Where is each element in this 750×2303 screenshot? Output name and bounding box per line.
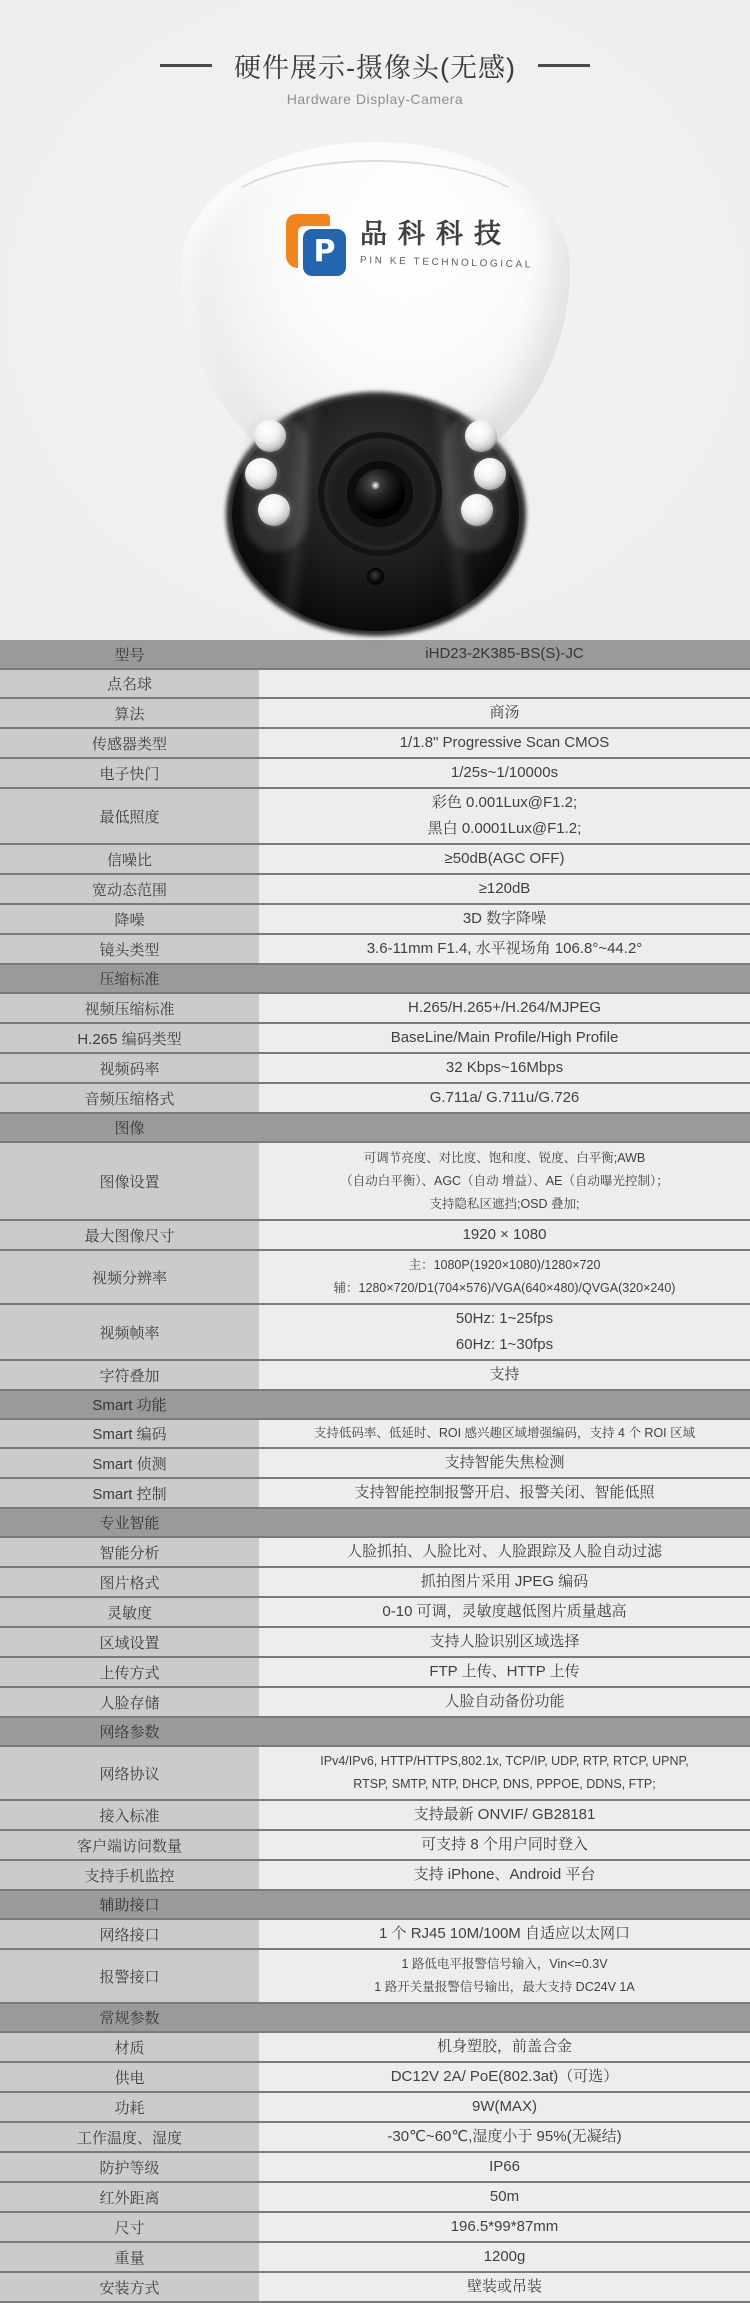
spec-value: 3.6-11mm F1.4, 水平视场角 106.8°~44.2° [259,935,750,963]
spec-label: 智能分析 [0,1538,259,1566]
spec-value: 壁装或吊装 [259,2273,750,2301]
spec-row [0,759,750,789]
spec-row [0,2273,750,2303]
camera-lens [324,438,436,550]
spec-label: 视频压缩标准 [0,994,259,1022]
page-subtitle: Hardware Display-Camera [286,91,464,107]
spec-row [0,789,750,845]
spec-value: H.265/H.265+/H.264/MJPEG [259,994,750,1022]
page-title: 硬件展示-摄像头(无感) [234,53,516,83]
spec-section-row [0,1114,750,1143]
spec-label: 支持手机监控 [0,1861,259,1889]
spec-value: IP66 [259,2153,750,2181]
spec-table [0,640,750,2303]
page-header [0,0,750,85]
spec-section-row [0,2004,750,2033]
camera-lens-dome [232,398,519,631]
spec-value: 支持最新 ONVIF/ GB28181 [259,1801,750,1829]
spec-row [0,1920,750,1950]
spec-row [0,2243,750,2273]
spec-value: 支持人脸识别区域选择 [259,1628,750,1656]
spec-value: 1/1.8" Progressive Scan CMOS [259,729,750,757]
spec-section-row [0,1509,750,1538]
spec-section-title: 网络参数 [0,1718,259,1745]
spec-row [0,935,750,965]
spec-value: 1 路低电平报警信号输入，Vin<=0.3V 1 路开关量报警信号输出，最大支持 DC24V 1A [259,1950,750,2002]
spec-label: 传感器类型 [0,729,259,757]
brand-name-cn: 品科科技 [360,219,512,249]
spec-label: 图像设置 [0,1143,259,1219]
spec-section-title: 常规参数 [0,2004,259,2031]
spec-label: 最低照度 [0,789,259,843]
spec-row [0,2183,750,2213]
spec-label: 字符叠加 [0,1361,259,1389]
spec-value: FTP 上传、HTTP 上传 [259,1658,750,1686]
spec-row [0,1479,750,1509]
spec-label: 信噪比 [0,845,259,873]
spec-value: 支持 [259,1361,750,1389]
spec-value: 商汤 [259,699,750,727]
spec-value: -30℃~60℃,湿度小于 95%(无凝结) [259,2123,750,2151]
spec-section-title: 压缩标准 [0,965,259,992]
spec-label: 视频帧率 [0,1305,259,1359]
spec-row [0,1420,750,1449]
spec-row [0,1143,750,1221]
spec-label: 供电 [0,2063,259,2091]
ir-led-icon [258,494,290,526]
spec-label: Smart 侦测 [0,1449,259,1477]
spec-section-row [0,1891,750,1920]
spec-value: DC12V 2A/ PoE(802.3at)（可选） [259,2063,750,2091]
spec-row [0,699,750,729]
spec-row [0,670,750,699]
spec-value: ≥50dB(AGC OFF) [259,845,750,873]
spec-label: 网络协议 [0,1747,259,1799]
spec-row [0,2123,750,2153]
spec-row [0,845,750,875]
spec-value [259,1891,750,1918]
spec-label: 型号 [0,640,259,668]
spec-value [259,2004,750,2031]
spec-section-title: 图像 [0,1114,259,1141]
spec-row [0,1747,750,1801]
spec-label: Smart 编码 [0,1420,259,1447]
spec-row [0,2153,750,2183]
spec-label: 尺寸 [0,2213,259,2241]
spec-value: 可支持 8 个用户同时登入 [259,1831,750,1859]
spec-label: 电子快门 [0,759,259,787]
spec-value: 1920 × 1080 [259,1221,750,1249]
spec-label: 人脸存储 [0,1688,259,1716]
spec-value: 3D 数字降噪 [259,905,750,933]
spec-value: 人脸抓拍、人脸比对、人脸跟踪及人脸自动过滤 [259,1538,750,1566]
spec-row [0,2093,750,2123]
spec-row [0,1801,750,1831]
screw-icon [367,568,384,585]
spec-row [0,2063,750,2093]
spec-value: 主：1080P(1920×1080)/1280×720 辅：1280×720/D1(704×576)/VGA(640×480)/QVGA(320×240) [259,1251,750,1303]
spec-value: 支持智能失焦检测 [259,1449,750,1477]
spec-row [0,1568,750,1598]
spec-label: 音频压缩格式 [0,1084,259,1112]
spec-row [0,1950,750,2004]
spec-label: 红外距离 [0,2183,259,2211]
spec-value: IPv4/IPv6, HTTP/HTTPS,802.1x, TCP/IP, UDP, RTP, RTCP, UPNP, RTSP, SMTP, NTP, DHCP, DNS, PPPOE, DDNS, FTP; [259,1747,750,1799]
spec-row [0,1688,750,1718]
spec-label: 图片格式 [0,1568,259,1596]
spec-value [259,1509,750,1536]
spec-row [0,1251,750,1305]
spec-label: 接入标准 [0,1801,259,1829]
spec-value: 0-10 可调，灵敏度越低图片质量越高 [259,1598,750,1626]
spec-value: 支持智能控制报警开启、报警关闭、智能低照 [259,1479,750,1507]
spec-label: 网络接口 [0,1920,259,1948]
spec-value: 50Hz: 1~25fps 60Hz: 1~30fps [259,1305,750,1359]
spec-label: 算法 [0,699,259,727]
spec-row [0,1305,750,1361]
spec-section-row [0,1391,750,1420]
spec-row [0,2033,750,2063]
spec-value: 支持低码率、低延时、ROI 感兴趣区域增强编码，支持 4 个 ROI 区域 [259,1420,750,1447]
spec-value: 人脸自动备份功能 [259,1688,750,1716]
spec-row [0,1449,750,1479]
spec-value: G.711a/ G.711u/G.726 [259,1084,750,1112]
spec-label: 安装方式 [0,2273,259,2301]
ir-led-icon [465,420,497,452]
spec-value: BaseLine/Main Profile/High Profile [259,1024,750,1052]
spec-label: 客户端访问数量 [0,1831,259,1859]
spec-label: 重量 [0,2243,259,2271]
spec-value: 9W(MAX) [259,2093,750,2121]
brand-name-en: PIN KE TECHNOLOGICAL [359,255,534,271]
spec-label: 区域设置 [0,1628,259,1656]
spec-row [0,994,750,1024]
spec-label: 视频分辨率 [0,1251,259,1303]
spec-row [0,875,750,905]
spec-value: 196.5*99*87mm [259,2213,750,2241]
spec-label: 上传方式 [0,1658,259,1686]
spec-label: H.265 编码类型 [0,1024,259,1052]
spec-value: 1200g [259,2243,750,2271]
spec-value [259,1114,750,1141]
spec-row [0,1598,750,1628]
spec-row [0,1538,750,1568]
title-line-left [160,64,212,67]
spec-value: 50m [259,2183,750,2211]
spec-value: ≥120dB [259,875,750,903]
spec-row [0,1831,750,1861]
spec-row [0,1024,750,1054]
spec-label: 视频码率 [0,1054,259,1082]
spec-label: 材质 [0,2033,259,2061]
spec-value: 1 个 RJ45 10M/100M 自适应以太网口 [259,1920,750,1948]
spec-label: 镜头类型 [0,935,259,963]
spec-section-row [0,965,750,994]
spec-label: Smart 控制 [0,1479,259,1507]
ir-led-icon [474,458,506,490]
spec-section-row [0,1718,750,1747]
spec-row [0,1658,750,1688]
spec-value: 机身塑胶，前盖合金 [259,2033,750,2061]
spec-row [0,1054,750,1084]
spec-row [0,2213,750,2243]
spec-label: 功耗 [0,2093,259,2121]
spec-value: 1/25s~1/10000s [259,759,750,787]
spec-section-title: 辅助接口 [0,1891,259,1918]
hero-section [0,0,750,640]
spec-label: 宽动态范围 [0,875,259,903]
ir-led-icon [245,458,277,490]
spec-row [0,729,750,759]
spec-row [0,1221,750,1251]
spec-value: 32 Kbps~16Mbps [259,1054,750,1082]
spec-row [0,1361,750,1391]
spec-label: 防护等级 [0,2153,259,2181]
spec-value [259,670,750,697]
spec-row [0,1628,750,1658]
brand-logo [286,212,533,276]
title-line-right [538,64,590,67]
spec-row [0,640,750,670]
spec-value [259,965,750,992]
ir-led-icon [461,494,493,526]
spec-row [0,1084,750,1114]
spec-value: 可调节亮度、对比度、饱和度、锐度、白平衡;AWB （自动白平衡）、AGC（自动 增益）、AE（自动曝光控制）； 支持隐私区遮挡;OSD 叠加; [259,1143,750,1219]
spec-label: 点名球 [0,670,259,697]
spec-section-title: Smart 功能 [0,1391,259,1418]
spec-label: 降噪 [0,905,259,933]
spec-value: 彩色 0.001Lux@F1.2; 黑白 0.0001Lux@F1.2; [259,789,750,843]
ir-led-icon [254,420,286,452]
spec-row [0,905,750,935]
spec-section-title: 专业智能 [0,1509,259,1536]
brand-logo-mark-icon: P [286,212,346,276]
spec-value [259,1718,750,1745]
spec-value: 支持 iPhone、Android 平台 [259,1861,750,1889]
camera-product-image [0,108,750,640]
spec-value [259,1391,750,1418]
spec-value: iHD23-2K385-BS(S)-JC [259,640,750,668]
spec-label: 灵敏度 [0,1598,259,1626]
spec-label: 工作温度、湿度 [0,2123,259,2151]
spec-label: 报警接口 [0,1950,259,2002]
spec-value: 抓拍图片采用 JPEG 编码 [259,1568,750,1596]
spec-row [0,1861,750,1891]
spec-label: 最大图像尺寸 [0,1221,259,1249]
